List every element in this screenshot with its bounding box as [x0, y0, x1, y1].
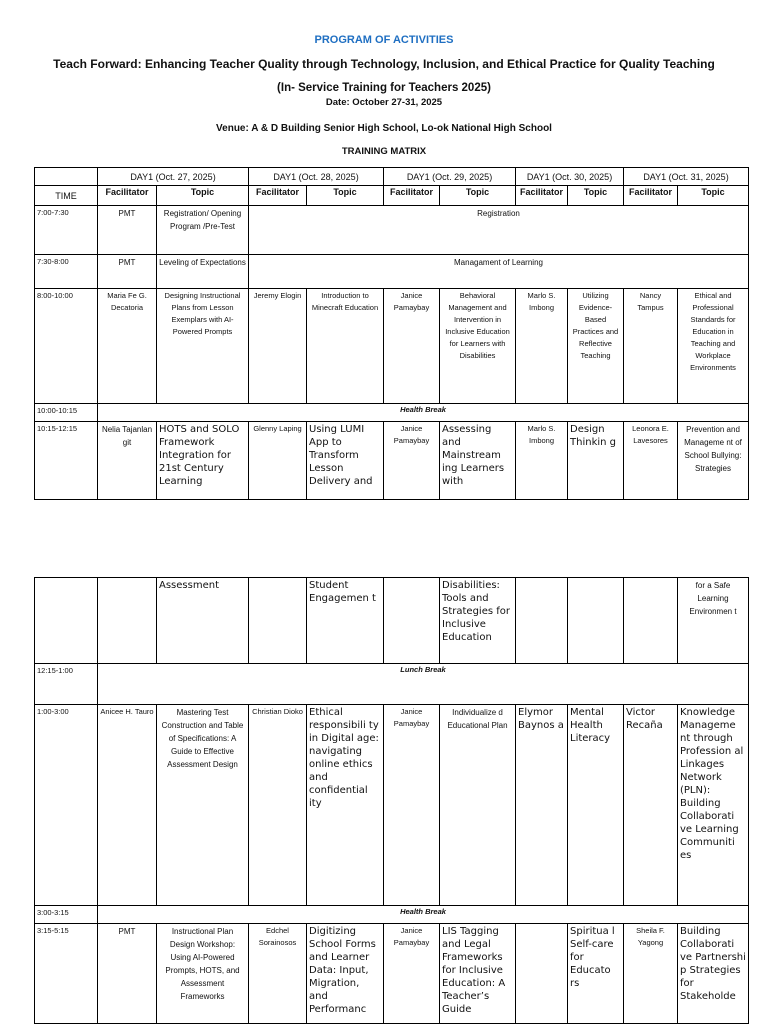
time-header: TIME: [35, 186, 98, 206]
facilitator-cell: Nelia Tajanlan git: [98, 422, 157, 500]
facilitator-cell: Maria Fe G. Decatoria: [98, 289, 157, 404]
time-cell: 10:00-10:15: [35, 404, 98, 422]
facilitator-cell: [249, 578, 307, 664]
day-header: DAY1 (Oct. 31, 2025): [624, 168, 749, 186]
facilitator-cell: Glenny Laping: [249, 422, 307, 500]
facilitator-cell: Janice Pamaybay: [384, 289, 440, 404]
break-label: Health Break: [98, 404, 749, 422]
topic-cell: Knowledge Manageme nt through Profession al Linkages Network (PLN): Building Collaborati ve Learning Communiti es: [678, 705, 749, 906]
facilitator-header: Facilitator: [624, 186, 678, 206]
time-corner-cell: [35, 168, 98, 186]
training-matrix-table-bottom: [34, 577, 749, 1024]
time-cell: 12:15-1:00: [35, 664, 98, 705]
time-cell: 1:00-3:00: [35, 705, 98, 906]
topic-cell: Individualize d Educational Plan: [440, 705, 516, 906]
facilitator-cell: Victor Recaña: [624, 705, 678, 906]
facilitator-cell: Christian Dioko: [249, 705, 307, 906]
training-date: Date: October 27-31, 2025: [325, 97, 443, 108]
topic-cell: Designing Instructional Plans from Lesson Exemplars with AI-Powered Prompts: [157, 289, 249, 404]
facilitator-cell: Leonora E. Lavesores: [624, 422, 678, 500]
time-cell: 3:00-3:15: [35, 906, 98, 924]
topic-cell: Leveling of Expectations: [157, 255, 249, 289]
time-cell: 10:15-12:15: [35, 422, 98, 500]
topic-header: Topic: [568, 186, 624, 206]
facilitator-cell: [384, 578, 440, 664]
matrix-heading: TRAINING MATRIX: [341, 146, 427, 157]
facilitator-cell: Jeremy Elogin: [249, 289, 307, 404]
topic-cell: Digitizing School Forms and Learner Data: Input, Migration, and Performanc: [307, 924, 384, 1024]
training-venue: Venue: A & D Building Senior High School, Lo-ok National High School: [216, 123, 552, 134]
facilitator-cell: PMT: [98, 206, 157, 255]
program-heading: PROGRAM OF ACTIVITIES: [314, 34, 454, 46]
day-header: DAY1 (Oct. 28, 2025): [249, 168, 384, 186]
table-row: [35, 289, 749, 404]
merged-activity-cell: Registration: [249, 206, 749, 255]
topic-cell: [568, 578, 624, 664]
table-row: [35, 255, 749, 289]
break-label: Health Break: [98, 906, 749, 924]
facilitator-cell: Marlo S. Imbong: [516, 422, 568, 500]
column-header-row: [35, 186, 749, 206]
day-header: DAY1 (Oct. 30, 2025): [516, 168, 624, 186]
facilitator-header: Facilitator: [516, 186, 568, 206]
facilitator-cell: [516, 578, 568, 664]
topic-cell: Prevention and Manageme nt of School Bullying: Strategies: [678, 422, 749, 500]
topic-cell: Building Collaborati ve Partnershi p Strategies for Stakeholde: [678, 924, 749, 1024]
merged-activity-cell: Managament of Learning: [249, 255, 749, 289]
topic-cell: Design Thinkin g: [568, 422, 624, 500]
topic-cell: Introduction to Minecraft Education: [307, 289, 384, 404]
break-row: [35, 906, 749, 924]
topic-cell: Disabilities: Tools and Strategies for Inclusive Education: [440, 578, 516, 664]
topic-cell: Instructional Plan Design Workshop: Using AI-Powered Prompts, HOTS, and Assessment Frameworks: [157, 924, 249, 1024]
topic-cell: Mastering Test Construction and Table of Specifications: A Guide to Effective Assessment Design: [157, 705, 249, 906]
topic-header: Topic: [307, 186, 384, 206]
facilitator-cell: [98, 578, 157, 664]
time-cell: 7:00-7:30: [35, 206, 98, 255]
topic-cell: Spiritua l Self-care for Educato rs: [568, 924, 624, 1024]
facilitator-cell: PMT: [98, 924, 157, 1024]
facilitator-header: Facilitator: [249, 186, 307, 206]
topic-header: Topic: [678, 186, 749, 206]
time-cell: 7:30-8:00: [35, 255, 98, 289]
time-cell: 8:00-10:00: [35, 289, 98, 404]
topic-cell: Ethical and Professional Standards for Education in Teaching and Workplace Environments: [678, 289, 749, 404]
facilitator-cell: Janice Pamaybay: [384, 422, 440, 500]
facilitator-cell: Sheila F. Yagong: [624, 924, 678, 1024]
training-title: Teach Forward: Enhancing Teacher Quality through Technology, Inclusion, and Ethical Practice for Quality Teaching: [53, 57, 715, 71]
table-row: [35, 578, 749, 664]
break-row: [35, 664, 749, 705]
facilitator-cell: [516, 924, 568, 1024]
table-row: [35, 422, 749, 500]
facilitator-cell: Elymor Baynos a: [516, 705, 568, 906]
topic-cell: LIS Tagging and Legal Frameworks for Inclusive Education: A Teacher’s Guide: [440, 924, 516, 1024]
topic-cell: Using LUMI App to Transform Lesson Delivery and: [307, 422, 384, 500]
day-header: DAY1 (Oct. 27, 2025): [98, 168, 249, 186]
topic-cell: Mental Health Literacy: [568, 705, 624, 906]
topic-header: Topic: [440, 186, 516, 206]
day-header-row: [35, 168, 749, 186]
facilitator-header: Facilitator: [384, 186, 440, 206]
facilitator-cell: Janice Pamaybay: [384, 924, 440, 1024]
facilitator-cell: Edchel Sorainosos: [249, 924, 307, 1024]
table-row: [35, 705, 749, 906]
facilitator-cell: PMT: [98, 255, 157, 289]
training-subtitle: (In- Service Training for Teachers 2025): [277, 82, 491, 94]
topic-cell: Ethical responsibili ty in Digital age: navigating online ethics and confidential ity: [307, 705, 384, 906]
facilitator-cell: Janice Pamaybay: [384, 705, 440, 906]
table-row: [35, 206, 749, 255]
topic-cell: Assessing and Mainstream ing Learners with: [440, 422, 516, 500]
break-row: [35, 404, 749, 422]
topic-cell: HOTS and SOLO Framework Integration for 21st Century Learning: [157, 422, 249, 500]
topic-cell: for a Safe Learning Environmen t: [678, 578, 749, 664]
facilitator-header: Facilitator: [98, 186, 157, 206]
facilitator-cell: Nancy Tampus: [624, 289, 678, 404]
topic-cell: Utilizing Evidence-Based Practices and Reflective Teaching: [568, 289, 624, 404]
training-matrix-table-top: [34, 167, 749, 500]
facilitator-cell: Anicee H. Tauro: [98, 705, 157, 906]
table-row: [35, 924, 749, 1024]
facilitator-cell: Marlo S. Imbong: [516, 289, 568, 404]
day-header: DAY1 (Oct. 29, 2025): [384, 168, 516, 186]
facilitator-cell: [624, 578, 678, 664]
topic-cell: Registration/ Opening Program /Pre-Test: [157, 206, 249, 255]
topic-cell: Student Engagemen t: [307, 578, 384, 664]
topic-cell: Behavioral Management and Intervention in Inclusive Education for Learners with Disabilities: [440, 289, 516, 404]
topic-header: Topic: [157, 186, 249, 206]
time-cell: 3:15-5:15: [35, 924, 98, 1024]
topic-cell: Assessment: [157, 578, 249, 664]
break-label: Lunch Break: [98, 664, 749, 705]
time-cell: [35, 578, 98, 664]
